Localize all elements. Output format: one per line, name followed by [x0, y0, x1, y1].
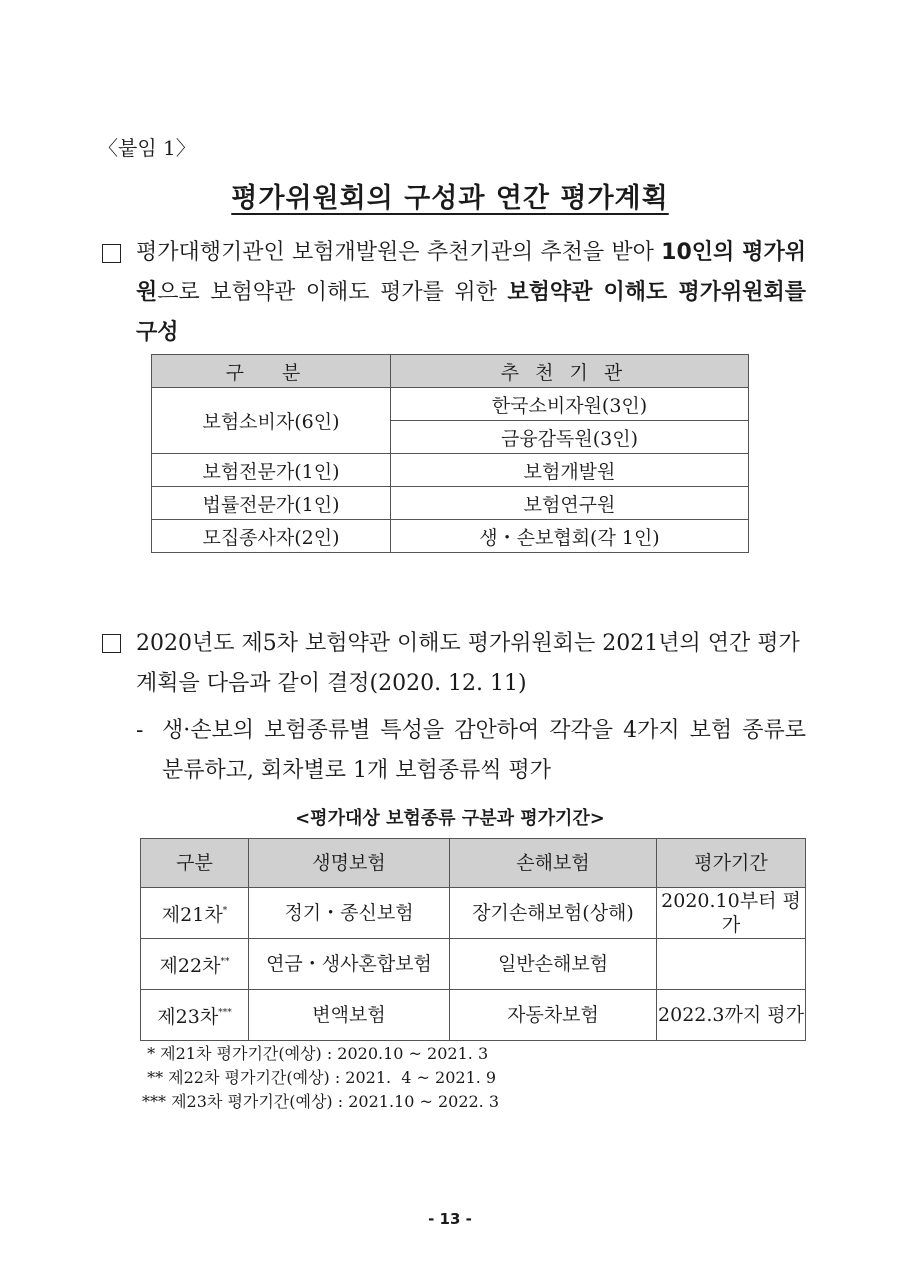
- schedule-table-header: [141, 839, 806, 888]
- round-label: 제21차: [161, 904, 223, 926]
- life-cell: 연금・생사혼합보험: [249, 939, 450, 990]
- bullet-text: 생·손보의 보험종류별 특성을 감안하여 각각을 4가지 보험 종류로 분류하고, 회차별로 1개 보험종류씩 평가: [162, 718, 806, 783]
- round-cell: [141, 888, 249, 939]
- schedule-caption: <평가대상 보험종류 구분과 평가기간>: [295, 808, 605, 829]
- header-life: 생명보험: [249, 839, 450, 888]
- nonlife-cell: 일반손해보험: [450, 939, 657, 990]
- row-org: 한국소비자원(3인): [391, 388, 749, 421]
- footnote: ** 제22차 평가기간(예상) : 2021. 4 ~ 2021. 9: [142, 1068, 497, 1087]
- nonlife-cell: 장기손해보험(상해): [450, 888, 657, 939]
- footnotes: [142, 1042, 499, 1114]
- table-row: [152, 487, 749, 520]
- section1-paragraph: [136, 233, 806, 353]
- section2-paragraph: 2020년도 제5차 보험약관 이해도 평가위원회는 2021년의 연간 평가계획을 다음과 같이 결정(2020. 12. 11): [136, 631, 800, 696]
- period-cell: 2022.3까지 평가: [657, 990, 806, 1041]
- life-cell: 변액보험: [249, 990, 450, 1041]
- round-mark: ***: [218, 1008, 232, 1018]
- round-cell: [141, 939, 249, 990]
- row-category: 모집종사자(2인): [152, 520, 391, 553]
- round-mark: **: [220, 957, 230, 967]
- row-category: 보험소비자(6인): [152, 388, 391, 454]
- attachment-label: 〈붙임 1〉: [98, 136, 196, 160]
- table-row: [141, 939, 806, 990]
- section1-bold-2: 보험약관 이해도 평가위원회를 구성: [136, 280, 806, 345]
- footnote: * 제21차 평가기간(예상) : 2020.10 ~ 2021. 3: [142, 1044, 489, 1063]
- row-org: 금융감독원(3인): [391, 421, 749, 454]
- header-nonlife: 손해보험: [450, 839, 657, 888]
- round-mark: *: [222, 906, 228, 916]
- checkbox-bullet-icon: [102, 244, 121, 263]
- round-label: 제23차: [157, 1006, 219, 1028]
- round-cell: [141, 990, 249, 1041]
- row-org: 생・손보협회(각 1인): [391, 520, 749, 553]
- header-round: 구분: [141, 839, 249, 888]
- dash-bullet: -: [136, 718, 144, 743]
- table-row: [141, 888, 806, 939]
- section1-text-2: 으로 보험약관 이해도 평가를 위한: [157, 280, 508, 305]
- row-category: 보험전문가(1인): [152, 454, 391, 487]
- committee-table-header: [152, 355, 749, 388]
- table-row: [152, 388, 749, 421]
- page-number: - 13 -: [428, 1210, 472, 1228]
- committee-table: [151, 354, 749, 553]
- header-orgs: 추천기관: [391, 355, 749, 388]
- checkbox-bullet-icon: [102, 634, 121, 653]
- period-cell: [657, 939, 806, 990]
- page-title: 평가위원회의 구성과 연간 평가계획: [231, 183, 669, 214]
- nonlife-cell: 자동차보험: [450, 990, 657, 1041]
- round-label: 제22차: [159, 955, 221, 977]
- period-cell: 2020.10부터 평가: [657, 888, 806, 939]
- header-category: 구 분: [152, 355, 391, 388]
- section1-bold-1: 10인의 평가위원: [136, 240, 806, 305]
- life-cell: 정기・종신보험: [249, 888, 450, 939]
- row-org: 보험개발원: [391, 454, 749, 487]
- table-row: [152, 454, 749, 487]
- section1-text-1: 평가대행기관인 보험개발원은 추천기관의 추천을 받아: [136, 240, 662, 265]
- row-org: 보험연구원: [391, 487, 749, 520]
- footnote: *** 제23차 평가기간(예상) : 2021.10 ~ 2022. 3: [142, 1092, 500, 1111]
- row-category: 법률전문가(1인): [152, 487, 391, 520]
- table-row: [152, 520, 749, 553]
- schedule-table: [140, 838, 806, 1041]
- table-row: [141, 990, 806, 1041]
- header-period: 평가기간: [657, 839, 806, 888]
